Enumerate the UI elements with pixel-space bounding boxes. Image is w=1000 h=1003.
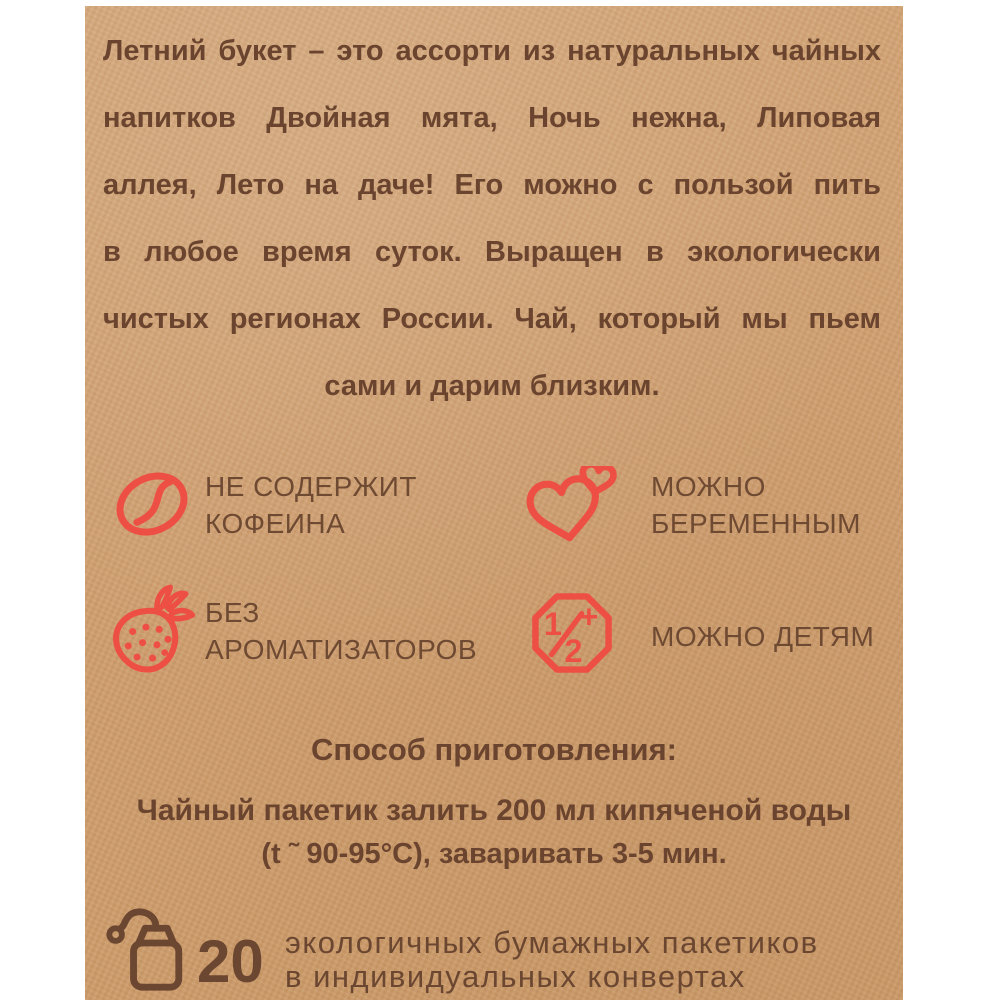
badge-numerator: 1 bbox=[544, 606, 562, 643]
feature-label-line: НЕ СОДЕРЖИТ bbox=[205, 471, 418, 502]
feature-label-line: АРОМАТИЗАТОРОВ bbox=[205, 634, 478, 665]
pack-count-line: в индивидуальных конвертах bbox=[285, 959, 746, 994]
description-line: чистых регионах России. Чай, который мы пьем bbox=[103, 303, 881, 335]
feature-label-line: КОФЕИНА bbox=[205, 508, 346, 539]
badge-denominator: 2 bbox=[564, 633, 583, 670]
description-line: в любое время суток. Выращен в экологически bbox=[103, 236, 881, 268]
description-line: Летний букет – это ассорти из натуральных чайных bbox=[103, 35, 881, 67]
tea-package-back-panel bbox=[85, 6, 903, 1000]
badge-plus: + bbox=[579, 598, 599, 635]
feature-label-line: МОЖНО ДЕТЯМ bbox=[651, 621, 875, 652]
feature-label-line: БЕЗ bbox=[205, 597, 260, 628]
tea-bag-icon bbox=[103, 908, 203, 1003]
description-line: сами и дарим близким. bbox=[324, 370, 660, 402]
description-line: напитков Двойная мята, Ночь нежна, Липовая bbox=[103, 102, 881, 134]
feature-label-no-flavorings bbox=[205, 594, 477, 668]
brewing-instruction-line: Чайный пакетик залить 200 мл кипяченой воды bbox=[136, 794, 852, 827]
two-hearts-icon bbox=[523, 466, 627, 553]
pack-count-number: 20 bbox=[197, 928, 264, 995]
feature-label-line: МОЖНО bbox=[651, 471, 766, 502]
description-paragraph bbox=[103, 18, 881, 420]
pack-count-line: экологичных бумажных пакетиков bbox=[285, 925, 819, 960]
pack-count-description bbox=[285, 926, 900, 994]
feature-label-line: БЕРЕМЕННЫМ bbox=[651, 508, 861, 539]
coffee-bean-icon bbox=[109, 460, 195, 551]
description-line: аллея, Лето на даче! Его можно с пользой пить bbox=[103, 169, 881, 201]
feature-label-pregnant-ok bbox=[651, 468, 861, 542]
feature-label-children-ok bbox=[651, 618, 874, 655]
brewing-title: Способ приготовления: bbox=[310, 732, 678, 767]
strawberry-icon bbox=[105, 584, 199, 683]
age-half-plus-icon bbox=[529, 590, 615, 681]
brewing-instruction-line: (t ˜ 90-95°C), заваривать 3-5 мин. bbox=[261, 838, 727, 870]
feature-label-no-caffeine bbox=[205, 468, 417, 542]
